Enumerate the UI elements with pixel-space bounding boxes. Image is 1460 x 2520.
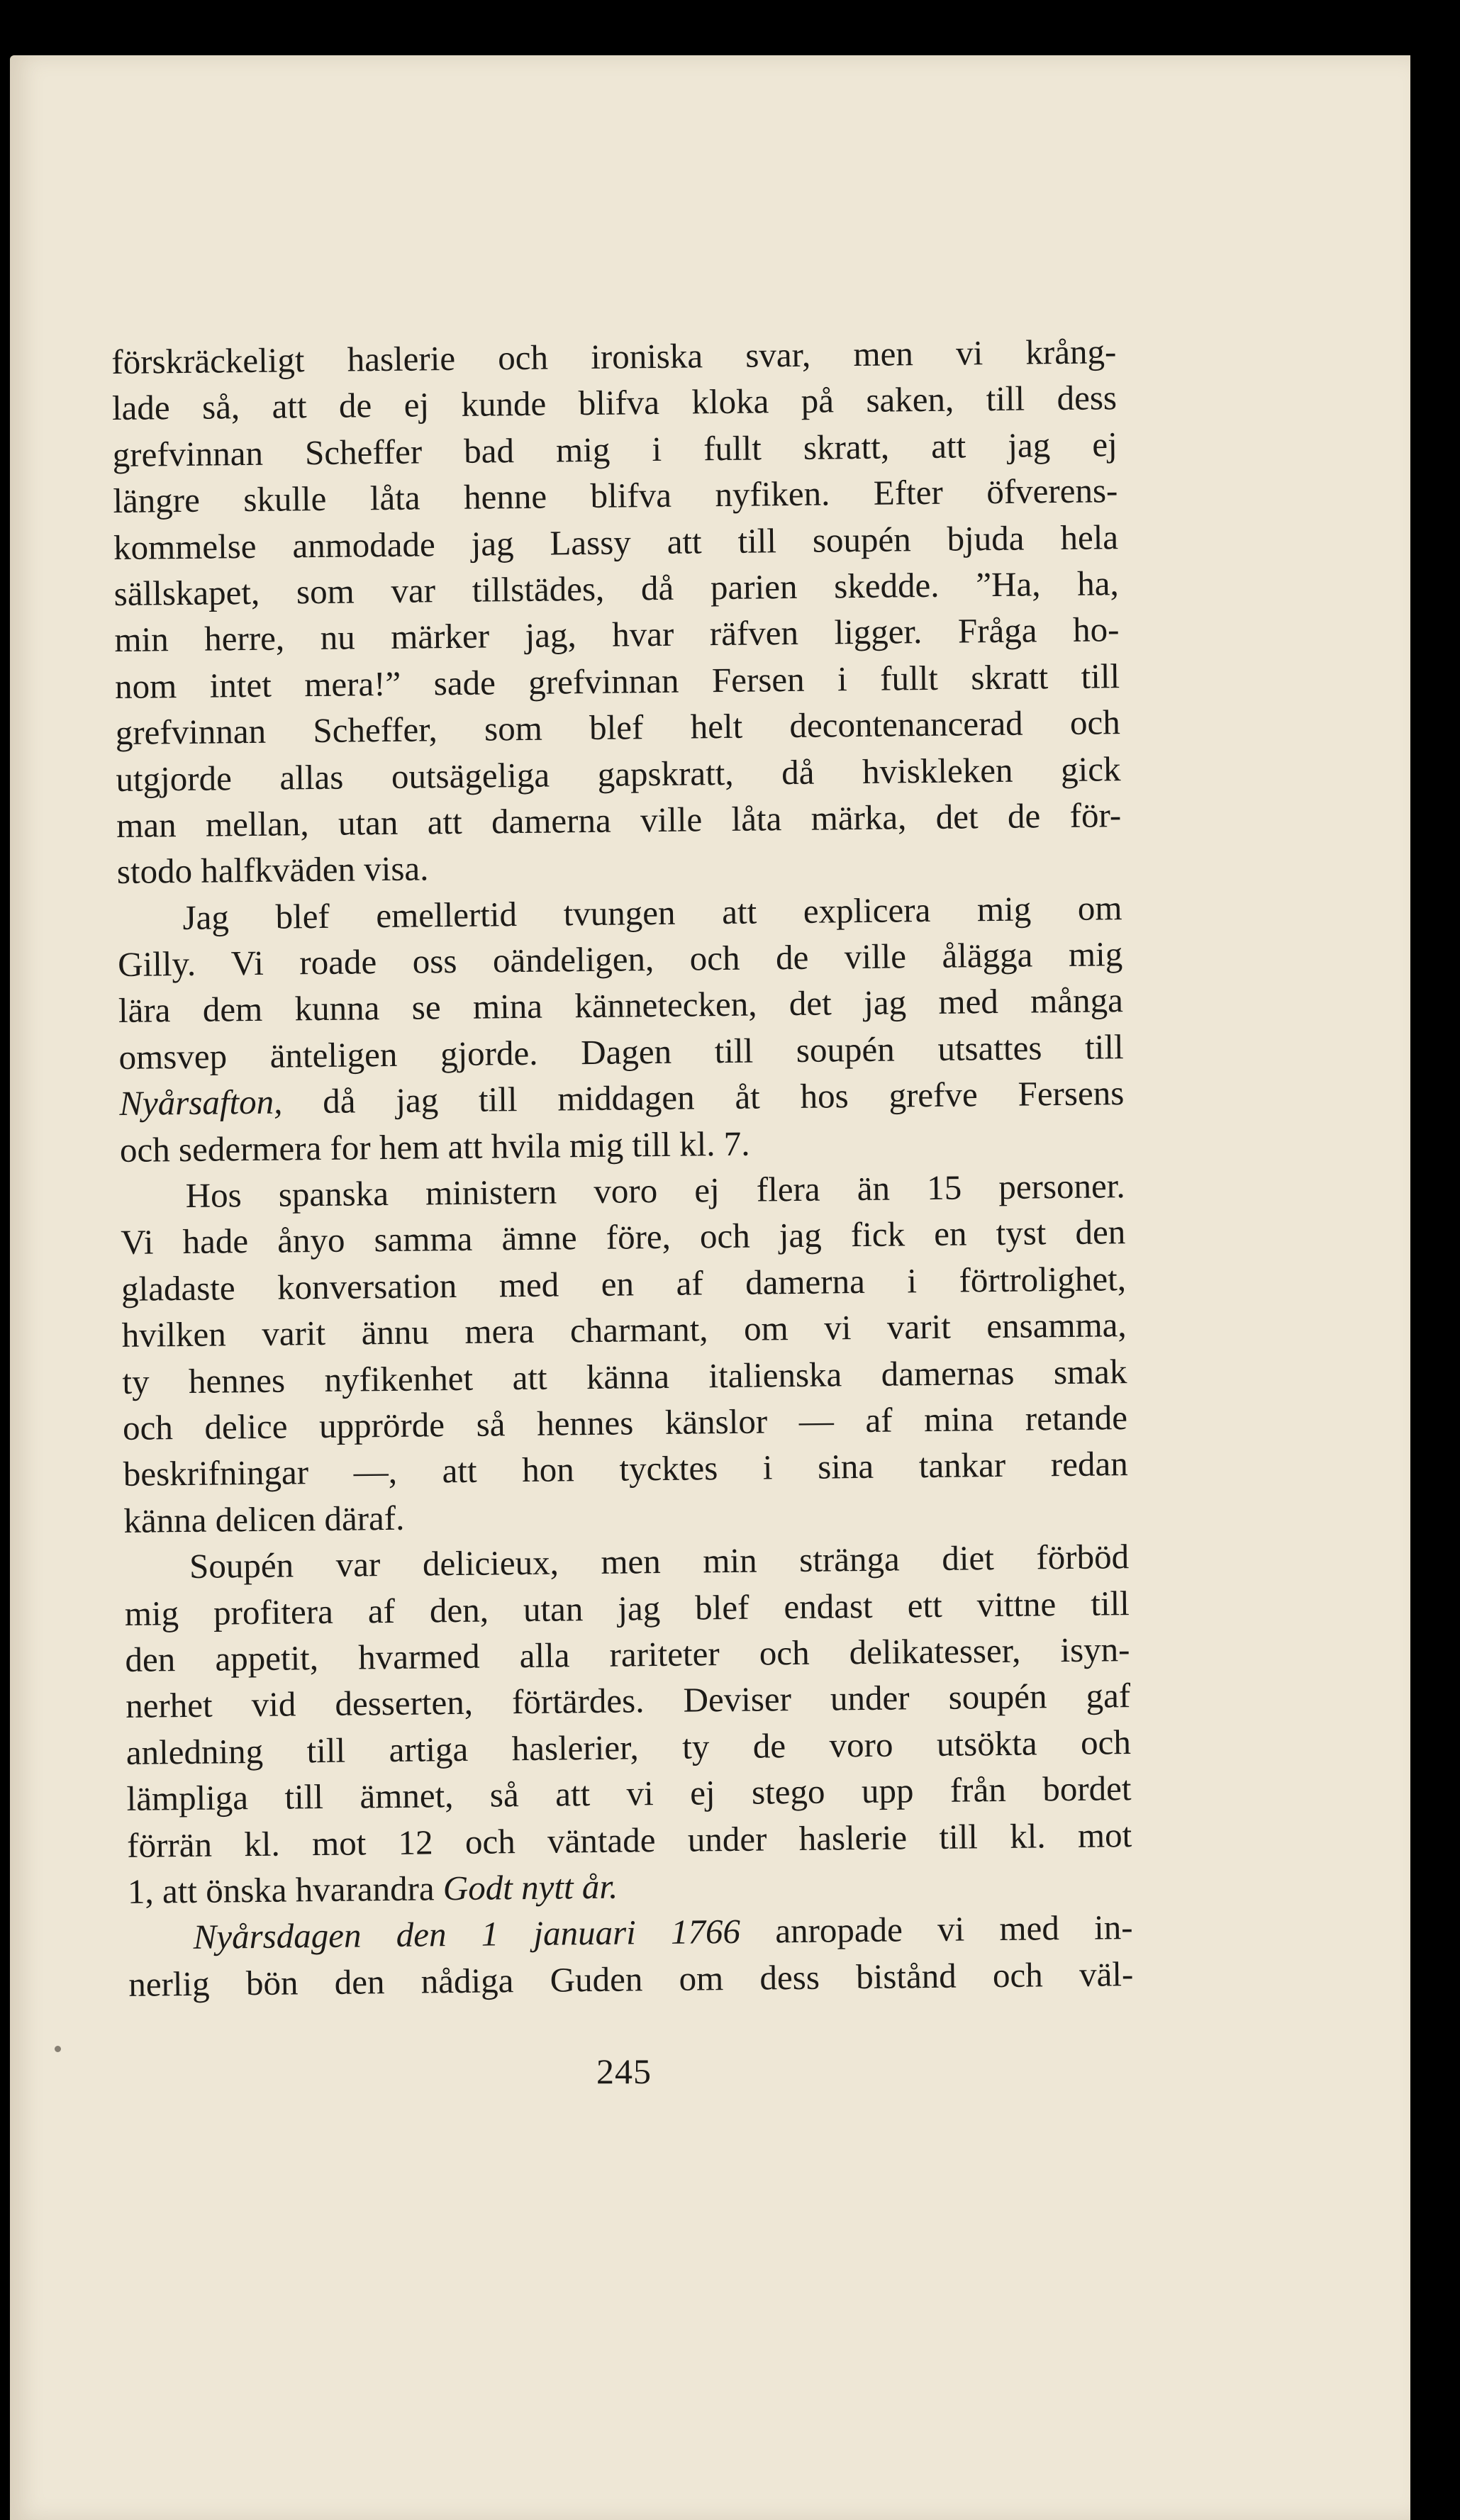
italic-text: Nyårsdagen den 1 januari 1766 <box>193 1912 741 1957</box>
text-line: och sedermera for hem att hvila mig till kl. 7. <box>119 1124 750 1170</box>
paragraph-start-line: Nyårsdagen den 1 januari 1766 anropade vi med in- <box>193 1908 1133 1957</box>
text-line: Gilly. Vi roade oss oändeligen, och de ville ålägga mig <box>117 934 1123 985</box>
text-line: omsvep änteligen gjorde. Dagen till soupén utsattes till <box>118 1026 1124 1077</box>
text-line: grefvinnan Scheffer bad mig i fullt skratt, att jag ej <box>112 424 1118 474</box>
text-line: stodo halfkväden visa. <box>116 849 429 892</box>
text-line: lämpliga till ämnet, så att vi ej stego upp från bordet <box>126 1769 1132 1818</box>
text-line: man mellan, utan att damerna ville låta märka, det de för- <box>116 795 1122 845</box>
text-line: grefvinnan Scheffer, som blef helt decontenancerad och <box>115 702 1121 753</box>
body-text <box>111 328 1134 2007</box>
text-line: lade så, att de ej kunde blifva kloka på saken, till dess <box>111 378 1118 428</box>
paragraph-start-line: Jag blef emellertid tvungen att explicera mig om <box>182 887 1122 937</box>
text-line: nerhet vid desserten, förtärdes. Deviser under soupén gaf <box>125 1676 1131 1726</box>
italic-text: Godt nytt år. <box>442 1866 618 1908</box>
text-line: min herre, nu märker jag, hvar räfven ligger. Fråga ho- <box>114 610 1120 660</box>
text-line: förrän kl. mot 12 och väntade under haslerie till kl. mot <box>126 1815 1132 1865</box>
text-line: Vi hade ånyo samma ämne före, och jag fick en tyst den <box>121 1212 1126 1262</box>
text-line: mig profitera af den, utan jag blef endast ett vittne till <box>124 1583 1130 1633</box>
text-line: förskräckeligt haslerie och ironiska svar, men vi krång- <box>111 332 1117 381</box>
italic-text: Nyårsafton, <box>119 1082 283 1124</box>
text-line: längre skulle låta henne blifva nyfiken. Efter öfverens- <box>113 471 1118 521</box>
text-line: 1, att önska hvarandra Godt nytt år. <box>127 1866 618 1911</box>
text-line: beskrifningar —, att hon tycktes i sina tankar redan <box>123 1444 1128 1494</box>
text-line: nerlig bön den nådiga Guden om dess bistånd och väl- <box>128 1954 1134 2004</box>
text-line: nom intet mera!” sade grefvinnan Fersen i fullt skratt till <box>114 656 1120 706</box>
text-line: den appetit, hvarmed alla rariteter och delikatesser, isyn- <box>125 1629 1130 1679</box>
text-line: hvilken varit ännu mera charmant, om vi varit ensamma, <box>121 1305 1127 1355</box>
text-line: anledning till artiga haslerier, ty de voro utsökta och <box>126 1722 1132 1772</box>
text-line: gladaste konversation med en af damerna i förtrolighet, <box>121 1258 1127 1309</box>
paragraph-start-line: Soupén var delicieux, men min stränga diet förböd <box>189 1537 1130 1586</box>
text-line: sällskapet, som var tillstädes, då parien skedde. ”Ha, ha, <box>113 564 1119 613</box>
text-line: utgjorde allas outsägeliga gapskratt, då hviskleken gick <box>116 749 1121 799</box>
text-line: och delice upprörde så hennes känslor — af mina retande <box>122 1398 1128 1447</box>
page-number: 245 <box>596 2051 652 2091</box>
paragraph-start-line: Hos spanska ministern voro ej flera än 15 personer. <box>185 1166 1125 1215</box>
book-page <box>10 55 1410 2520</box>
text-line: kommelse anmodade jag Lassy att till soupén bjuda hela <box>113 517 1119 567</box>
text-line: känna delicen däraf. <box>123 1498 405 1540</box>
text-line: ty hennes nyfikenhet att känna italienska damernas smak <box>122 1351 1127 1401</box>
text-line: lära dem kunna se mina kännetecken, det jag med många <box>118 980 1124 1031</box>
text-line: Nyårsafton, då jag till middagen åt hos grefve Fersens <box>119 1073 1125 1124</box>
